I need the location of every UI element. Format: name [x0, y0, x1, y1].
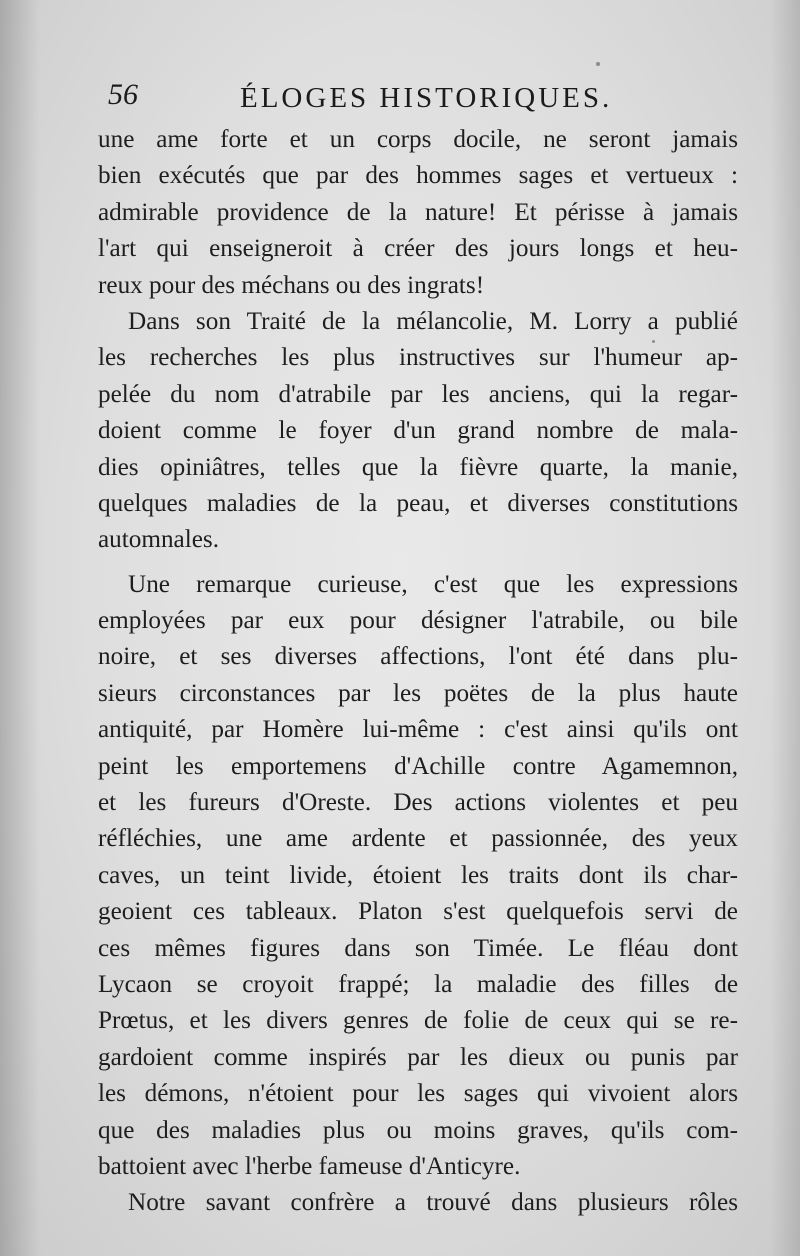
- text-line: Lycaon se croyoit frappé; la maladie des filles de: [98, 970, 738, 998]
- page-edge-shadow-left: [0, 0, 40, 1256]
- paper-speck: [596, 62, 600, 66]
- text-line: Prœtus, et les divers genres de folie de ceux qui se re-: [98, 1007, 738, 1035]
- text-line: et les fureurs d'Oreste. Des actions violentes et peu: [98, 789, 738, 817]
- text-line: doient comme le foyer d'un grand nombre de mala-: [98, 417, 738, 445]
- text-line: une ame forte et un corps docile, ne seront jamais: [98, 126, 738, 153]
- text-line: geoient ces tableaux. Platon s'est quelquefois servi de: [98, 898, 738, 926]
- text-line: caves, un teint livide, étoient les traits dont ils char-: [98, 861, 738, 889]
- paragraph-gap: [98, 559, 738, 567]
- text-line: employées par eux pour désigner l'atrabile, ou bile: [98, 607, 738, 635]
- text-line: automnales.: [98, 526, 220, 554]
- page-edge-shadow-right: [770, 0, 800, 1256]
- page-number: 56: [108, 78, 138, 111]
- text-line: antiquité, par Homère lui-même : c'est ainsi qu'ils ont: [98, 716, 738, 744]
- text-line: Dans son Traité de la mélancolie, M. Lorry a publié: [128, 307, 738, 335]
- text-line: les démons, n'étoient pour les sages qui vivoient alors: [98, 1080, 738, 1108]
- text-line: peint les emportemens d'Achille contre Agamemnon,: [98, 752, 738, 780]
- text-line: que des maladies plus ou moins graves, qu'ils com-: [98, 1116, 738, 1144]
- text-line: bien exécutés que par des hommes sages et vertueux :: [98, 162, 738, 190]
- text-line: pelée du nom d'atrabile par les anciens, qui la regar-: [98, 380, 738, 408]
- text-line: quelques maladies de la peau, et diverses constitutions: [98, 489, 738, 517]
- text-line: reux pour des méchans ou des ingrats!: [98, 271, 485, 299]
- text-line: les recherches les plus instructives sur l'humeur ap-: [98, 344, 738, 372]
- body-text: [98, 122, 738, 1222]
- page-header: [108, 78, 728, 122]
- running-title: ÉLOGES HISTORIQUES.: [240, 82, 613, 114]
- text-line: sieurs circonstances par les poëtes de la plus haute: [98, 679, 738, 707]
- text-line: Une remarque curieuse, c'est que les expressions: [128, 570, 738, 598]
- text-line: admirable providence de la nature! Et périsse à jamais: [98, 198, 738, 226]
- text-line: gardoient comme inspirés par les dieux ou punis par: [98, 1043, 738, 1071]
- text-line: ces mêmes figures dans son Timée. Le fléau dont: [98, 934, 738, 962]
- text-line: réfléchies, une ame ardente et passionnée, des yeux: [98, 825, 738, 853]
- text-line: dies opiniâtres, telles que la fièvre quarte, la manie,: [98, 453, 738, 481]
- text-line: battoient avec l'herbe fameuse d'Anticyre.: [98, 1152, 521, 1180]
- text-line: l'art qui enseigneroit à créer des jours longs et heu-: [98, 235, 738, 263]
- text-line: Notre savant confrère a trouvé dans plusieurs rôles: [128, 1189, 738, 1217]
- text-line: noire, et ses diverses affections, l'ont été dans plu-: [98, 643, 738, 671]
